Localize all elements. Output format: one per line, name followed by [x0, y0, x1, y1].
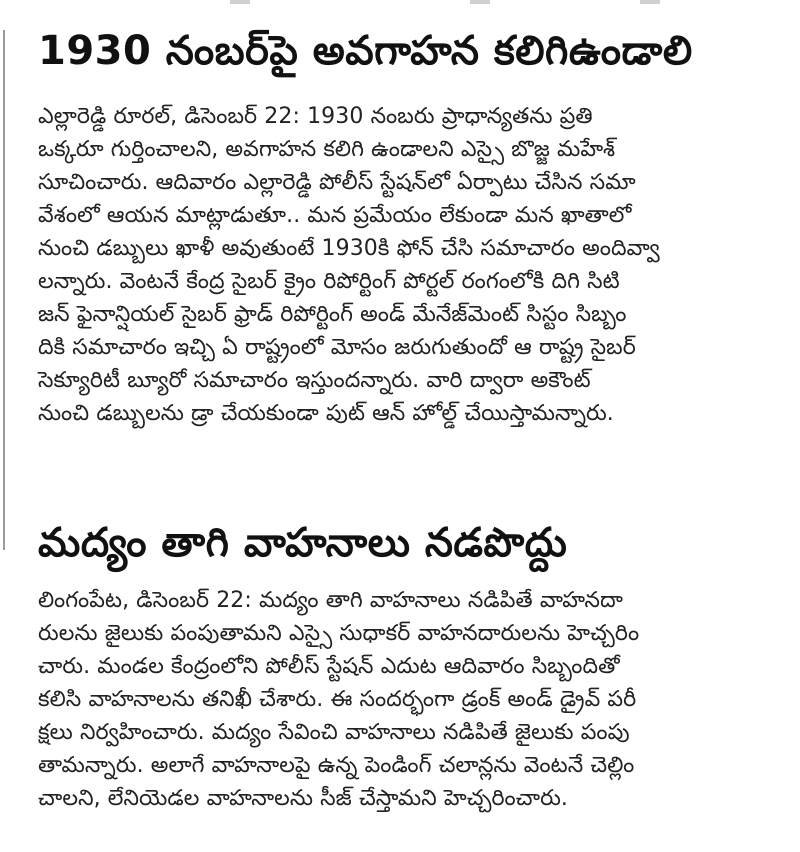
body-line: ఒక్కరూ గుర్తించాలని, అవగాహన కలిగి ఉండాలని ఎస్సై బొజ్జ మహేశ్ — [38, 137, 616, 162]
body-line: సూచించారు. ఆదివారం ఎల్లారెడ్డి పోలీస్ స్టేషన్‌లో ఏర్పాటు చేసిన సమా — [38, 170, 636, 195]
body-line: నుంచి డబ్బులు ఖాళీ అవుతుంటే 1930కి ఫోన్ చేసి సమాచారం అందివ్వా — [38, 236, 660, 261]
body-line: చారు. మండల కేంద్రంలోని పోలీస్ స్టేషన్ ఎదుట ఆదివారం సిబ్బందితో — [38, 654, 620, 679]
body-line: తామన్నారు. అలాగే వాహనాలపై ఉన్న పెండింగ్ చలాన్లను వెంటనే చెల్లిం — [38, 753, 635, 778]
body-line: సెక్యూరిటీ బ్యూరో సమాచారం ఇస్తుందన్నారు. వారి ద్వారా అకౌంట్ — [38, 368, 591, 393]
body-line: జన్ ఫైనాన్షియల్ సైబర్ ఫ్రాడ్ రిపోర్టింగ్ అండ్ మేనేజ్‌మెంట్ సిస్టం సిబ్బం — [38, 302, 627, 327]
top-edge-marks — [0, 0, 800, 6]
edge-mark — [470, 0, 490, 4]
column-rule — [3, 30, 5, 550]
body-line: రులను జైలుకు పంపుతామని ఎస్సై సుధాకర్ వాహనదారులను హెచ్చరిం — [38, 621, 640, 646]
edge-mark — [230, 0, 250, 4]
body-line: వేశంలో ఆయన మాట్లాడుతూ.. మన ప్రమేయం లేకుండా మన ఖాతాలో — [38, 203, 632, 228]
body-line: కలిసి వాహనాలను తనిఖీ చేశారు. ఈ సందర్భంగా డ్రంక్ అండ్ డ్రైవ్ పరీ — [38, 687, 637, 712]
body-line: నుంచి డబ్బులను డ్రా చేయకుండా పుట్ ఆన్ హోల్డ్ చేయిస్తామన్నారు. — [38, 401, 614, 426]
body-line: దికి సమాచారం ఇచ్చి ఏ రాష్ట్రంలో మోసం జరుగుతుందో ఆ రాష్ట్ర సైబర్ — [38, 335, 636, 360]
article-2 — [38, 512, 778, 815]
article-body — [38, 584, 778, 815]
body-line: లన్నారు. వెంటనే కేంద్ర సైబర్ క్రైం రిపోర్టింగ్ పోర్టల్ రంగంలోకి దిగి సిటి — [38, 269, 620, 294]
body-line: చాలని, లేనియెడల వాహనాలను సీజ్ చేస్తామని హెచ్చరించారు. — [38, 786, 569, 811]
body-line: లింగంపేట, డిసెంబర్ 22: మద్యం తాగి వాహనాలు నడిపితే వాహనదా — [38, 588, 623, 613]
body-line: క్షలు నిర్వహించారు. మద్యం సేవించి వాహనాలు నడిపితే జైలుకు పంపు — [38, 720, 630, 745]
article-headline: మద్యం తాగి వాహనాలు నడపొద్దు — [38, 520, 568, 566]
article-body — [38, 100, 778, 430]
edge-mark — [640, 0, 660, 4]
article-headline: 1930 నంబర్‌పై అవగాహన కలిగిఉండాలి — [38, 28, 693, 74]
body-line: ఎల్లారెడ్డి రూరల్, డిసెంబర్ 22: 1930 నంబరు ప్రాధాన్యతను ప్రతి — [38, 104, 593, 129]
article-1 — [38, 20, 778, 430]
